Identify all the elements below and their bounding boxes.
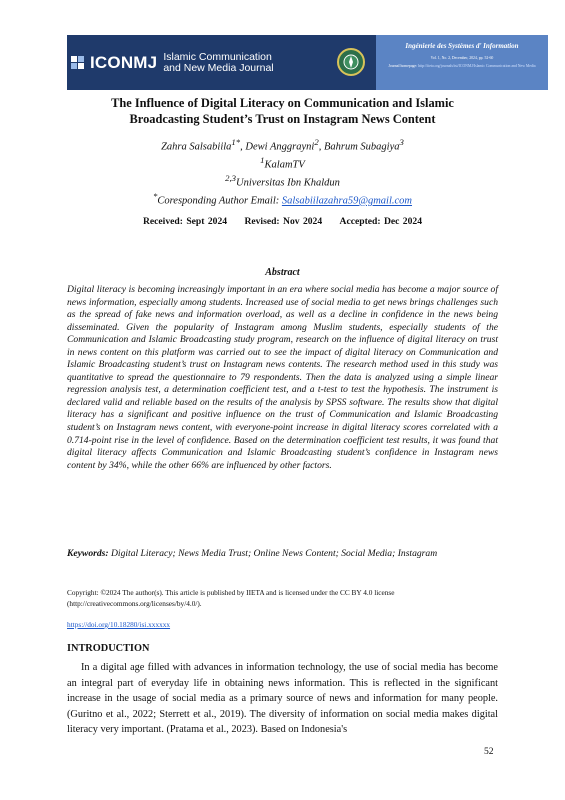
journal-banner	[67, 35, 548, 90]
university-emblem-icon	[336, 47, 366, 77]
journal-logo-icon	[71, 55, 87, 71]
revised-date: Revised: Nov 2024	[244, 216, 323, 227]
volume-info: Vol. 1, No. 2, December, 2024, pp. 52-60	[430, 56, 494, 60]
copyright-notice: Copyright: ©2024 The author(s). This article is published by IIETA and is licensed under the CC BY 4.0 license (http://creativecommons.org/licenses/by/4.0/).	[67, 588, 395, 608]
article-dates	[70, 216, 495, 227]
corresponding-author: *Coresponding Author Email: Salsabiilazahra59@gmail.com	[152, 191, 413, 207]
page-number: 52	[484, 746, 494, 757]
publisher-panel	[376, 35, 548, 90]
journal-banner-left	[67, 35, 376, 90]
author-block	[70, 136, 495, 208]
affiliation-1: $^1$KalamTV	[260, 155, 305, 171]
abstract-heading: Abstract	[265, 267, 300, 278]
author-names: Zahra Salsabiila$^{1*}$, Dewi Anggrayni$^2$, Bahrum Subagiya$^3$	[161, 137, 404, 153]
article-title: The Influence of Digital Literacy on Communication and Islamic Broadcasting Student’s Trust on Instagram News Content	[111, 96, 454, 126]
affiliation-2: $^{2,3}$Universitas Ibn Khaldun	[225, 173, 340, 189]
received-date: Received: Sept 2024	[142, 216, 228, 227]
introduction-heading: INTRODUCTION	[67, 643, 150, 654]
keywords-list: Digital Literacy; News Media Trust; Online News Content; Social Media; Instagram	[108, 548, 438, 559]
abstract-text: Digital literacy is becoming increasingly important in an era where social media has become a major source of news information, especially among students. Increased use of social media to get news brings challenges such as the spread of fake news and information overload, as well as a decline in confidence in the news being disseminated. Given the popularity of Instagram among Muslim students, especially students of the Communication and Islamic Broadcasting study program, research on the influence of digital literacy on trust in news content on this platform was carried out to see the impact of digital literacy on Communication and Islamic Broadcasting student’s trust on Instagram news contents. The research method used in this study was quantitative to spread the questionnaire to 79 respondents. Then the data is analyzed using a simple linear regression analysis test, a determination coefficient test, and a t-test to test the hypothesis. The instrument is declared valid and reliable based on the results of the analysis by SPSS software. The results show that digital literacy has a significant and positive influence on the trust of Communication and Islamic Broadcasting student’s on Instagram news content, with everyone-point increase in digital literacy scores correlated with a 0.714-point rise in the level of confidence. Based on the determination coefficient test results, it was found that digital literacy affects Communication and Islamic Broadcasting student’s confidence in Instagram news content by 34%, while the other 66% are influenced by other factors.	[67, 284, 498, 471]
journal-homepage: Journal homepage: http://iieta.org/journals/isi/ICONMJ/Islamic Communication and New Media	[388, 64, 536, 68]
author-email-link[interactable]: Salsabiilazahra59@gmail.com	[281, 195, 413, 207]
keywords	[67, 548, 498, 561]
introduction-text: In a digital age filled with advances in information technology, the use of social media has become an integral part of everyday life in obtaining news information. This is reflected in the significant increase in the usage of social media as a primary source of news and information for many people. (Guritno et al., 2022; Sterrett et al., 2019). The diversity of information on social media makes digital literacy very important. (Pratama et al., 2023). Based on Indonesia's	[67, 662, 498, 735]
publisher-name: Ingénierie des Systèmes d' Information	[405, 42, 519, 50]
accepted-date: Accepted: Dec 2024	[339, 216, 422, 227]
homepage-link[interactable]: http://iieta.org/journals/isi/ICONMJ/Islamic Communication and New Media	[418, 64, 536, 68]
journal-brand: ICONMJ	[90, 52, 158, 72]
journal-full-name: Islamic Communication and New Media Journal	[163, 50, 274, 74]
keywords-label: Keywords:	[67, 548, 109, 559]
doi-link[interactable]: https://doi.org/10.18280/isi.xxxxxx	[67, 620, 171, 629]
